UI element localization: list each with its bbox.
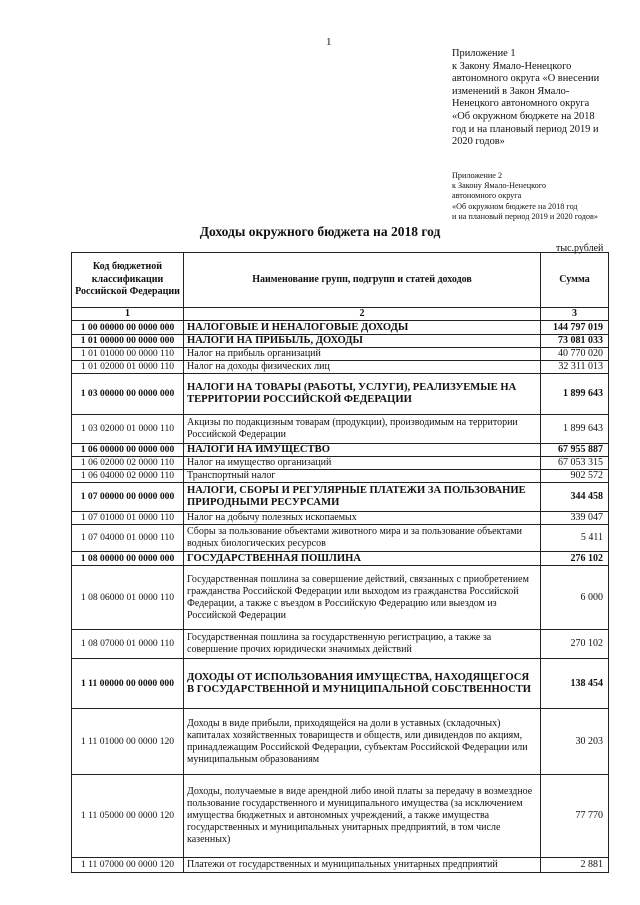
appendix-2-line: к Закону Ямало-Ненецкого xyxy=(452,181,546,191)
appendix-1-line: 2020 годов» xyxy=(452,136,505,148)
appendix-1-line: год и на плановый период 2019 и xyxy=(452,123,599,135)
code-cell: 1 08 07000 01 0000 110 xyxy=(72,630,184,659)
column-number: 2 xyxy=(184,308,541,321)
sum-cell: 1 899 643 xyxy=(541,374,609,415)
name-cell: Сборы за пользование объектами животного мира и за пользование объектами водных биологических ресурсов xyxy=(184,525,541,552)
sum-cell: 270 102 xyxy=(541,630,609,659)
sum-cell: 1 899 643 xyxy=(541,415,609,444)
header-name: Наименование групп, подгрупп и статей доходов xyxy=(184,253,541,308)
code-cell: 1 11 07000 00 0000 120 xyxy=(72,858,184,873)
sum-cell: 902 572 xyxy=(541,470,609,483)
table-header-row xyxy=(72,253,609,308)
name-cell: Налог на добычу полезных ископаемых xyxy=(184,512,541,525)
sum-cell: 6 000 xyxy=(541,566,609,630)
page-number: 1 xyxy=(326,36,332,48)
table-row xyxy=(72,775,609,858)
name-cell: Государственная пошлина за государственную регистрацию, а также за совершение прочих юридически значимых действий xyxy=(184,630,541,659)
table-row xyxy=(72,483,609,512)
sum-cell: 77 770 xyxy=(541,775,609,858)
revenue-table xyxy=(71,252,609,873)
sum-cell: 2 881 xyxy=(541,858,609,873)
code-cell: 1 06 04000 02 0000 110 xyxy=(72,470,184,483)
table-row xyxy=(72,335,609,348)
code-cell: 1 07 00000 00 0000 000 xyxy=(72,483,184,512)
code-cell: 1 11 00000 00 0000 000 xyxy=(72,659,184,709)
code-cell: 1 03 00000 00 0000 000 xyxy=(72,374,184,415)
sum-cell: 40 770 020 xyxy=(541,348,609,361)
code-cell: 1 07 04000 01 0000 110 xyxy=(72,525,184,552)
code-cell: 1 03 02000 01 0000 110 xyxy=(72,415,184,444)
column-number: 3 xyxy=(541,308,609,321)
code-cell: 1 07 01000 01 0000 110 xyxy=(72,512,184,525)
appendix-1-line: автономного округа «О внесении xyxy=(452,73,600,85)
table-row xyxy=(72,470,609,483)
name-cell: НАЛОГИ, СБОРЫ И РЕГУЛЯРНЫЕ ПЛАТЕЖИ ЗА ПОЛЬЗОВАНИЕ ПРИРОДНЫМИ РЕСУРСАМИ xyxy=(184,483,541,512)
sum-cell: 276 102 xyxy=(541,552,609,566)
name-cell: Налог на доходы физических лиц xyxy=(184,361,541,374)
name-cell: Транспортный налог xyxy=(184,470,541,483)
sum-cell: 73 081 033 xyxy=(541,335,609,348)
appendix-1-line: «Об окружном бюджете на 2018 xyxy=(452,110,595,122)
appendix-2-line: и на плановый период 2019 и 2020 годов» xyxy=(452,211,598,221)
table-row xyxy=(72,659,609,709)
appendix-1-note xyxy=(452,48,624,149)
sum-cell: 30 203 xyxy=(541,709,609,775)
table-row xyxy=(72,457,609,470)
code-cell: 1 01 02000 01 0000 110 xyxy=(72,361,184,374)
table-row xyxy=(72,512,609,525)
table-row xyxy=(72,630,609,659)
name-cell: Налог на прибыль организаций xyxy=(184,348,541,361)
name-cell: ДОХОДЫ ОТ ИСПОЛЬЗОВАНИЯ ИМУЩЕСТВА, НАХОДЯЩЕГОСЯ В ГОСУДАРСТВЕННОЙ И МУНИЦИПАЛЬНОЙ СОБСТВЕННОСТИ xyxy=(184,659,541,709)
sum-cell: 138 454 xyxy=(541,659,609,709)
document-title: Доходы окружного бюджета на 2018 год xyxy=(199,224,441,239)
header-code: Код бюджетной классификации Российской Федерации xyxy=(72,253,184,308)
table-row xyxy=(72,415,609,444)
name-cell: Доходы, получаемые в виде арендной либо иной платы за передачу в возмездное пользование государственного и муниципального имущества (за исключением имущества бюджетных и автономных учреждений, а также имущества государственных и муниципальных унитарных предприятий, в том числе казенных) xyxy=(184,775,541,858)
name-cell: Доходы в виде прибыли, приходящейся на доли в уставных (складочных) капиталах хозяйственных товариществ и обществ, или дивидендов по акциям, принадлежащим Российской Федерации, субъектам Российской Федерации или муниципальным образованиям xyxy=(184,709,541,775)
code-cell: 1 01 00000 00 0000 000 xyxy=(72,335,184,348)
code-cell: 1 08 06000 01 0000 110 xyxy=(72,566,184,630)
code-cell: 1 11 05000 00 0000 120 xyxy=(72,775,184,858)
code-cell: 1 00 00000 00 0000 000 xyxy=(72,321,184,335)
name-cell: Акцизы по подакцизным товарам (продукции), производимым на территории Российской Федерации xyxy=(184,415,541,444)
table-row xyxy=(72,552,609,566)
name-cell: Платежи от государственных и муниципальных унитарных предприятий xyxy=(184,858,541,873)
sum-cell: 67 955 887 xyxy=(541,444,609,457)
sum-cell: 5 411 xyxy=(541,525,609,552)
name-cell: НАЛОГОВЫЕ И НЕНАЛОГОВЫЕ ДОХОДЫ xyxy=(184,321,541,335)
code-cell: 1 06 00000 00 0000 000 xyxy=(72,444,184,457)
sum-cell: 67 053 315 xyxy=(541,457,609,470)
appendix-2-note xyxy=(452,171,632,222)
appendix-1-line: Приложение 1 xyxy=(452,48,516,59)
appendix-1-line: Ненецкого автономного округа xyxy=(452,98,590,110)
code-cell: 1 08 00000 00 0000 000 xyxy=(72,552,184,566)
code-cell: 1 06 02000 02 0000 110 xyxy=(72,457,184,470)
code-cell: 1 01 01000 00 0000 110 xyxy=(72,348,184,361)
table-row xyxy=(72,566,609,630)
sum-cell: 32 311 013 xyxy=(541,361,609,374)
appendix-2-line: Приложение 2 xyxy=(452,171,503,180)
table-row xyxy=(72,858,609,873)
table-row xyxy=(72,374,609,415)
header-sum: Сумма xyxy=(541,253,609,308)
code-cell: 1 11 01000 00 0000 120 xyxy=(72,709,184,775)
units-label: тыс.рублей xyxy=(556,243,604,254)
name-cell: НАЛОГИ НА ПРИБЫЛЬ, ДОХОДЫ xyxy=(184,335,541,348)
table-row xyxy=(72,348,609,361)
appendix-1-line: изменений в Закон Ямало- xyxy=(452,85,570,97)
name-cell: Государственная пошлина за совершение действий, связанных с приобретением гражданства Российской Федерации или выходом из гражданства Российской Федерации, а также с въездом в Российскую Федерацию или выездом из Российской Федерации xyxy=(184,566,541,630)
name-cell: Налог на имущество организаций xyxy=(184,457,541,470)
table-row xyxy=(72,709,609,775)
sum-cell: 339 047 xyxy=(541,512,609,525)
appendix-2-line: «Об окружном бюджете на 2018 год xyxy=(452,201,578,211)
table-row xyxy=(72,321,609,335)
name-cell: НАЛОГИ НА ТОВАРЫ (РАБОТЫ, УСЛУГИ), РЕАЛИЗУЕМЫЕ НА ТЕРРИТОРИИ РОССИЙСКОЙ ФЕДЕРАЦИИ xyxy=(184,374,541,415)
table-row xyxy=(72,444,609,457)
sum-cell: 144 797 019 xyxy=(541,321,609,335)
appendix-2-line: автономного округа xyxy=(452,191,522,201)
appendix-1-line: к Закону Ямало-Ненецкого xyxy=(452,60,572,72)
table-row xyxy=(72,525,609,552)
name-cell: ГОСУДАРСТВЕННАЯ ПОШЛИНА xyxy=(184,552,541,566)
table-row xyxy=(72,361,609,374)
column-number: 1 xyxy=(72,308,184,321)
name-cell: НАЛОГИ НА ИМУЩЕСТВО xyxy=(184,444,541,457)
column-number-row xyxy=(72,308,609,321)
sum-cell: 344 458 xyxy=(541,483,609,512)
